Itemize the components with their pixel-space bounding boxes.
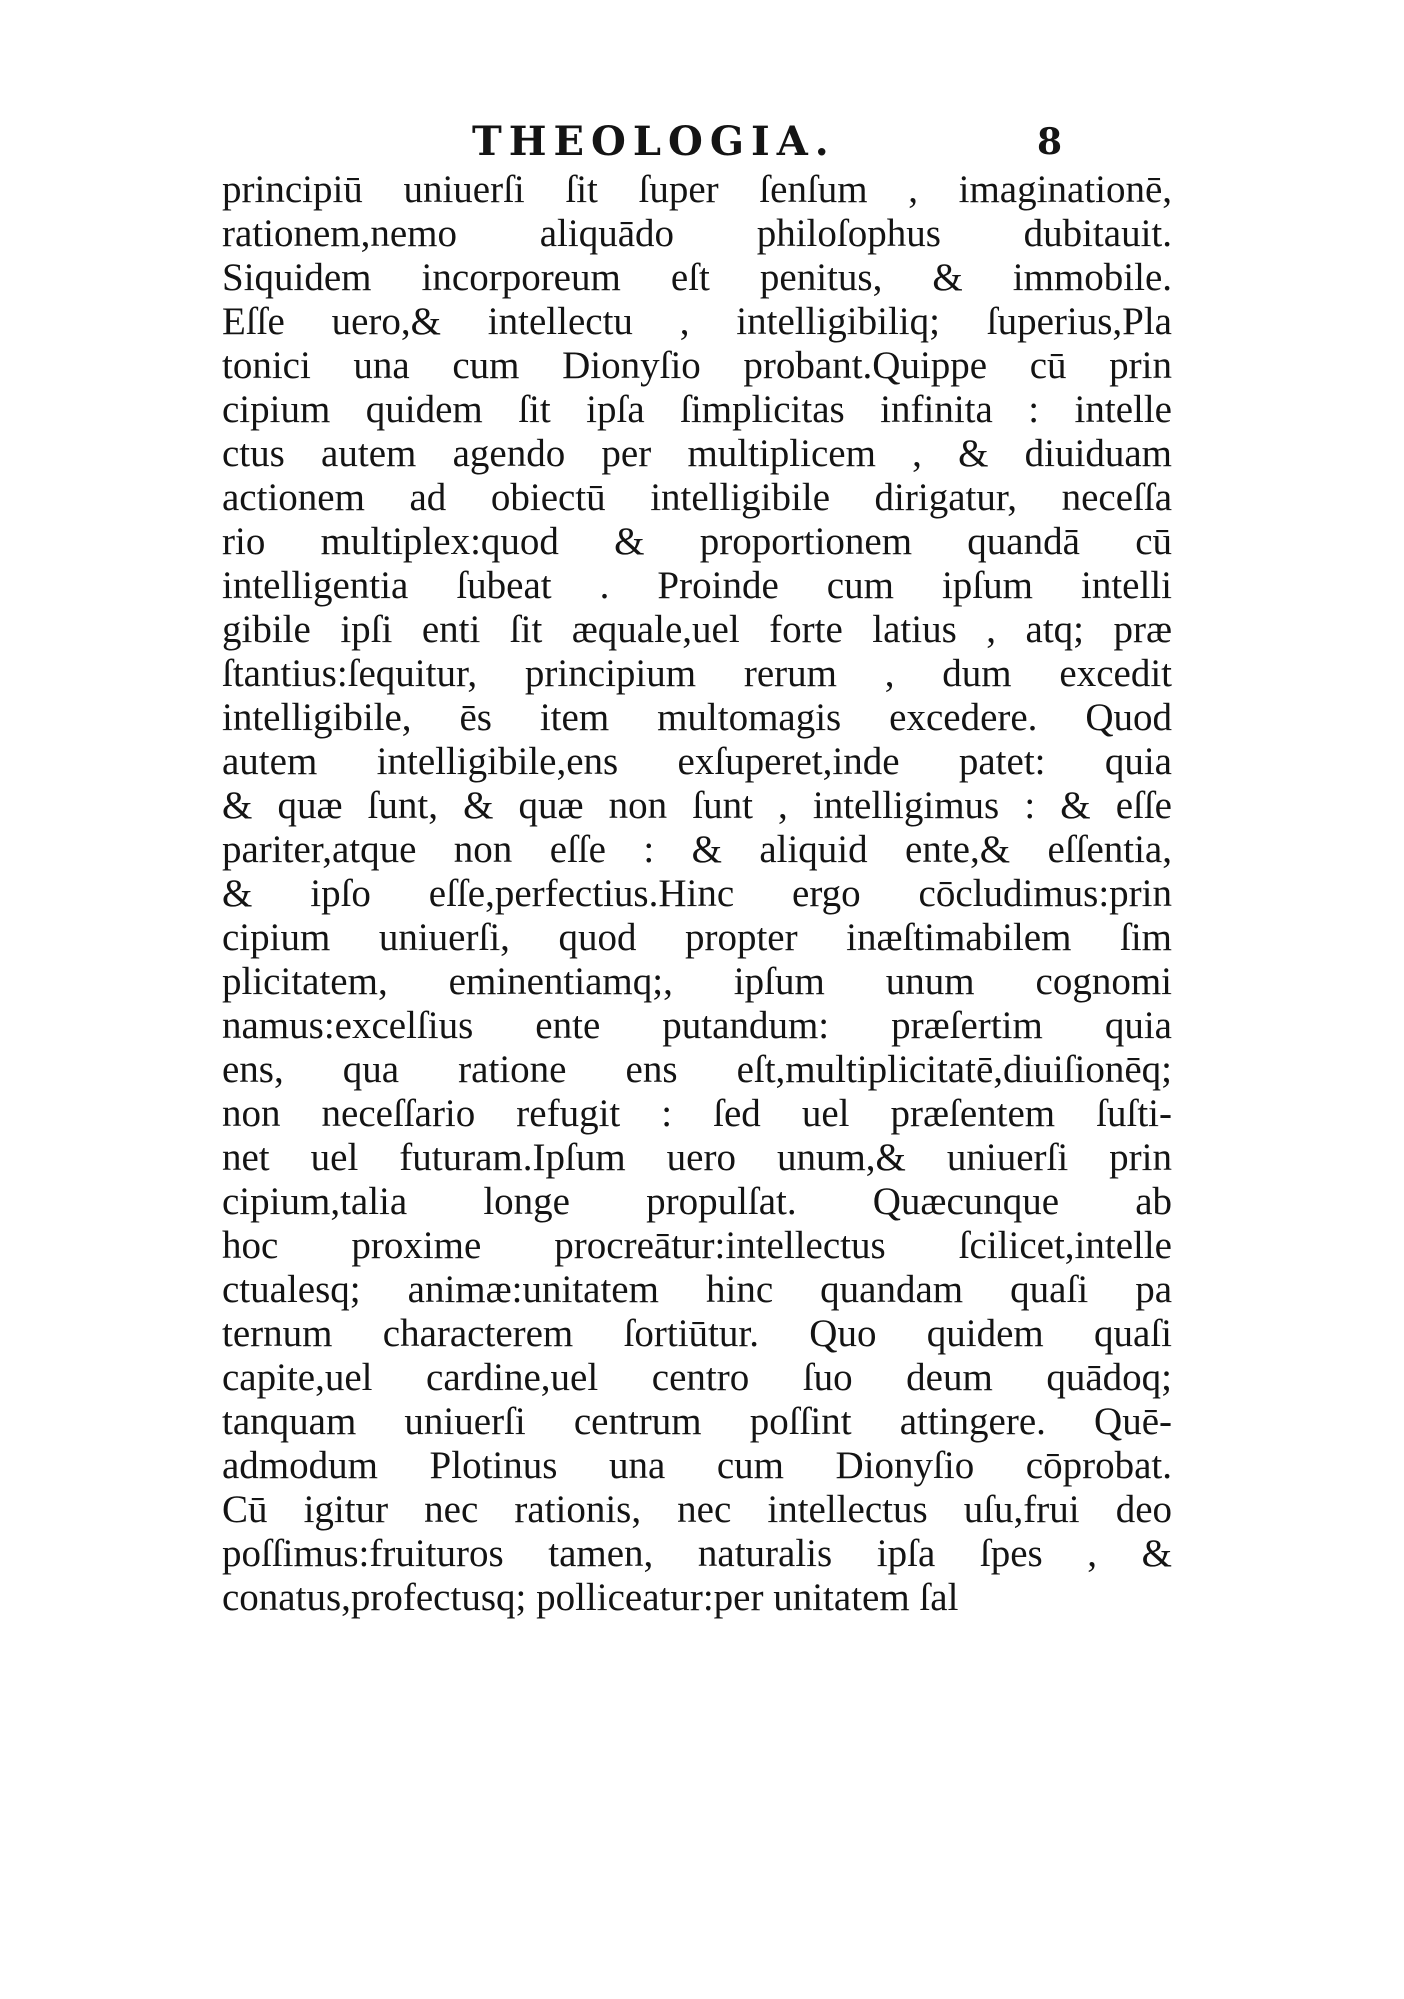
page-number: 8 xyxy=(1037,121,1063,163)
text-line: Siquidem incorporeum eſt penitus, & immobile. xyxy=(222,256,1172,299)
text-line: conatus,profectusq; polliceatur:per unitatem ſal xyxy=(222,1576,959,1619)
text-line: cipium quidem ſit ipſa ſimplicitas infinita : intelle xyxy=(222,388,1172,431)
text-line: poſſimus:fruituros tamen, naturalis ipſa ſpes , & xyxy=(222,1532,1172,1575)
text-line: intelligibile, ēs item multomagis excedere. Quod xyxy=(222,696,1172,739)
text-line: pariter,atque non eſſe : & aliquid ente,& eſſentia, xyxy=(222,828,1172,871)
text-line: intelligentia ſubeat . Proinde cum ipſum intelli xyxy=(222,564,1172,607)
text-line: net uel futuram.Ipſum uero unum,& uniuerſi prin xyxy=(222,1136,1172,1179)
text-line: tonici una cum Dionyſio probant.Quippe cū prin xyxy=(222,344,1172,387)
text-line: actionem ad obiectū intelligibile dirigatur, neceſſa xyxy=(222,476,1172,519)
running-head xyxy=(222,112,1172,172)
text-line: tanquam uniuerſi centrum poſſint attingere. Quē- xyxy=(222,1400,1172,1443)
text-line: & ipſo eſſe,perfectius.Hinc ergo cōcludimus:prin xyxy=(222,872,1172,915)
main-text-block xyxy=(222,168,1172,1620)
text-line: rationem,nemo aliquādo philoſophus dubitauit. xyxy=(222,212,1172,255)
text-line: rio multiplex:quod & proportionem quandā cū xyxy=(222,520,1172,563)
text-line: autem intelligibile,ens exſuperet,inde patet: quia xyxy=(222,740,1172,783)
text-line: cipium,talia longe propulſat. Quæcunque ab xyxy=(222,1180,1172,1223)
text-line: capite,uel cardine,uel centro ſuo deum quādoq; xyxy=(222,1356,1172,1399)
text-line: cipium uniuerſi, quod propter inæſtimabilem ſim xyxy=(222,916,1172,959)
text-line: ctus autem agendo per multiplicem , & diuiduam xyxy=(222,432,1172,475)
text-line: non neceſſario refugit : ſed uel præſentem ſuſti- xyxy=(222,1092,1172,1135)
text-line: principiū uniuerſi ſit ſuper ſenſum , imaginationē, xyxy=(222,168,1172,211)
text-line: Eſſe uero,& intellectu , intelligibiliq; ſuperius,Pla xyxy=(222,300,1172,343)
text-line: ctualesq; animæ:unitatem hinc quandam quaſi pa xyxy=(222,1268,1172,1311)
text-line: Cū igitur nec rationis, nec intellectus uſu,frui deo xyxy=(222,1488,1172,1531)
text-line: plicitatem, eminentiamq;, ipſum unum cognomi xyxy=(222,960,1172,1003)
text-line: admodum Plotinus una cum Dionyſio cōprobat. xyxy=(222,1444,1172,1487)
running-title: THEOLOGIA. xyxy=(472,118,836,165)
text-line: gibile ipſi enti ſit æquale,uel forte latius , atq; præ xyxy=(222,608,1172,651)
text-line: ens, qua ratione ens eſt,multiplicitatē,diuiſionēq; xyxy=(222,1048,1172,1091)
text-line: namus:excelſius ente putandum: præſertim quia xyxy=(222,1004,1172,1047)
text-line: hoc proxime procreātur:intellectus ſcilicet,intelle xyxy=(222,1224,1172,1267)
text-line: & quæ ſunt, & quæ non ſunt , intelligimus : & eſſe xyxy=(222,784,1172,827)
text-line: ſtantius:ſequitur, principium rerum , dum excedit xyxy=(222,652,1172,695)
text-line: ternum characterem ſortiūtur. Quo quidem quaſi xyxy=(222,1312,1172,1355)
